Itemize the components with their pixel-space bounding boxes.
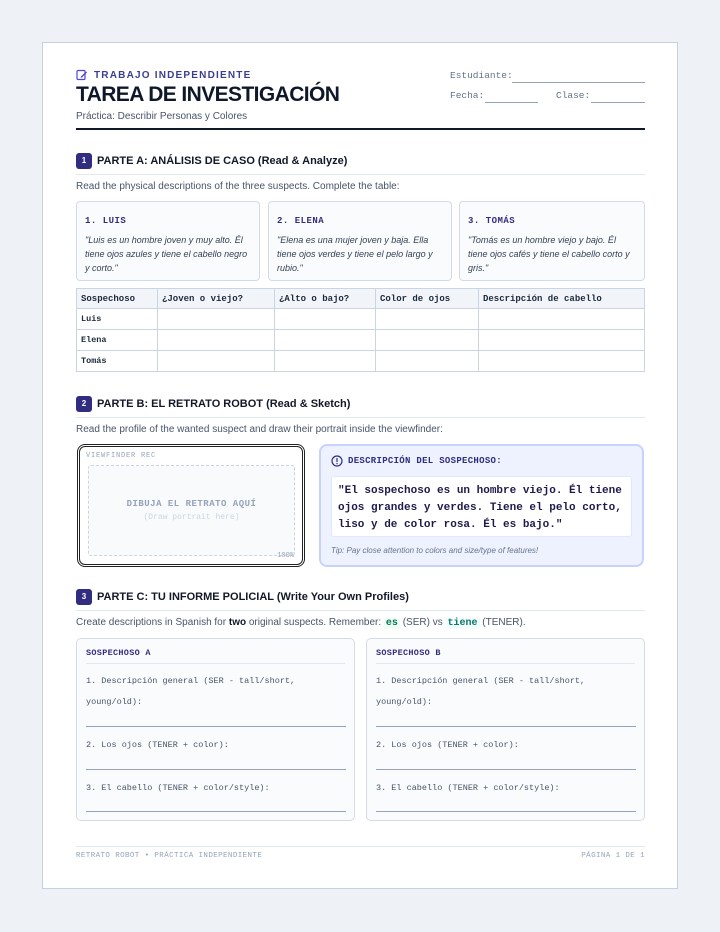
viewfinder-label: VIEWFINDER REC	[86, 452, 157, 460]
tip-text: Tip: Pay close attention to colors and size/type of features!	[331, 546, 539, 555]
table-header: Color de ojos	[376, 289, 479, 309]
row-suspect-name: Tomás	[77, 351, 158, 372]
answer-line[interactable]	[376, 811, 636, 812]
footer-left: RETRATO ROBOT • PRÁCTICA INDEPENDIENTE	[76, 852, 263, 860]
suspect-card-tomas	[459, 201, 645, 281]
section-title: PARTE B: EL RETRATO ROBOT (Read & Sketch)	[97, 397, 351, 410]
table-header: Descripción de cabello	[479, 289, 645, 309]
zoom-level: 100%	[277, 552, 294, 560]
table-row	[77, 309, 645, 330]
table-row	[77, 351, 645, 372]
answer-cell[interactable]	[479, 330, 645, 351]
part-a-instructions: Read the physical descriptions of the three suspects. Complete the table:	[76, 181, 400, 192]
question-general: 1. Descripción general (SER - tall/short, young/old):	[376, 676, 586, 707]
drawing-prompt: DIBUJA EL RETRATO AQUÍ	[126, 499, 257, 509]
suspect-description-panel	[319, 444, 644, 567]
table-header: Sospechoso	[77, 289, 158, 309]
answer-cell[interactable]	[275, 330, 376, 351]
class-field[interactable]	[591, 102, 645, 103]
table-header: ¿Alto o bajo?	[275, 289, 376, 309]
alert-icon	[331, 455, 343, 467]
question-eyes: 2. Los ojos (TENER + color):	[86, 740, 229, 750]
instr-text: (TENER).	[479, 617, 526, 628]
instr-text: original suspects. Remember:	[246, 617, 384, 628]
analysis-table	[76, 288, 645, 372]
question-hair: 3. El cabello (TENER + color/style):	[376, 783, 560, 793]
section-number: 3	[76, 589, 92, 605]
answer-cell[interactable]	[376, 351, 479, 372]
suspect-heading-text: DESCRIPCIÓN DEL SOSPECHOSO:	[348, 456, 502, 466]
part-a-heading	[76, 153, 645, 175]
answer-cell[interactable]	[376, 330, 479, 351]
question-general: 1. Descripción general (SER - tall/short, young/old):	[86, 676, 296, 707]
worksheet-page	[42, 42, 678, 889]
drawing-subprompt: (Draw portrait here)	[143, 513, 240, 522]
part-c-heading	[76, 589, 645, 611]
footer	[76, 846, 645, 860]
suspect-card-luis	[76, 201, 260, 281]
instr-bold: two	[228, 617, 247, 628]
part-b-heading	[76, 396, 645, 418]
suspect-description: "El sospechoso es un hombre viejo. Él tiene ojos grandes y verdes. Tiene el pelo corto, liso y de color rosa. Él es bajo."	[338, 485, 622, 531]
page-number: PÁGINA 1 DE 1	[581, 852, 645, 860]
answer-cell[interactable]	[158, 309, 275, 330]
section-number: 1	[76, 153, 92, 169]
section-title: PARTE A: ANÁLISIS DE CASO (Read & Analyze)	[97, 154, 348, 167]
table-row	[77, 330, 645, 351]
table-header-row	[77, 289, 645, 309]
answer-cell[interactable]	[376, 309, 479, 330]
es-keyword: es	[385, 618, 398, 629]
tiene-keyword: tiene	[447, 618, 478, 629]
part-b-instructions: Read the profile of the wanted suspect and draw their portrait inside the viewfinder:	[76, 424, 443, 435]
answer-line[interactable]	[86, 769, 346, 770]
instr-text: (SER) vs	[399, 617, 446, 628]
part-c-instructions	[76, 617, 526, 629]
edit-document-icon	[76, 69, 88, 81]
question-hair: 3. El cabello (TENER + color/style):	[86, 783, 270, 793]
card-description: "Luis es un hombre joven y muy alto. Él tiene ojos azules y tiene el cabello negro y corto."	[85, 235, 248, 273]
eyebrow	[76, 69, 251, 81]
card-name: 2. ELENA	[277, 216, 325, 226]
suspect-heading	[331, 455, 502, 467]
card-description: "Elena es una mujer joven y baja. Ella tiene ojos verdes y tiene el pelo largo y rubio."	[277, 235, 433, 273]
student-field[interactable]	[512, 82, 645, 83]
answer-cell[interactable]	[275, 309, 376, 330]
report-title: SOSPECHOSO A	[86, 648, 345, 664]
section-number: 2	[76, 396, 92, 412]
answer-cell[interactable]	[275, 351, 376, 372]
date-field[interactable]	[485, 102, 538, 103]
class-label: Clase:	[556, 90, 591, 101]
row-suspect-name: Luis	[77, 309, 158, 330]
viewfinder[interactable]	[77, 444, 305, 567]
section-title: PARTE C: TU INFORME POLICIAL (Write Your Own Profiles)	[97, 590, 409, 603]
answer-line[interactable]	[376, 726, 636, 727]
answer-line[interactable]	[86, 811, 346, 812]
answer-cell[interactable]	[158, 330, 275, 351]
card-name: 1. LUIS	[85, 216, 127, 226]
answer-cell[interactable]	[158, 351, 275, 372]
answer-line[interactable]	[86, 726, 346, 727]
report-suspect-a	[76, 638, 355, 821]
suspect-card-elena	[268, 201, 452, 281]
card-description: "Tomás es un hombre viejo y bajo. Él tiene ojos cafés y tiene el cabello corto y gris."	[468, 235, 630, 273]
instr-text: Create descriptions in Spanish for	[76, 617, 229, 628]
answer-cell[interactable]	[479, 351, 645, 372]
eyebrow-text: TRABAJO INDEPENDIENTE	[94, 69, 252, 81]
report-suspect-b	[366, 638, 645, 821]
drawing-area[interactable]	[88, 465, 295, 556]
page-subtitle: Práctica: Describir Personas y Colores	[76, 111, 248, 122]
table-header: ¿Joven o viejo?	[158, 289, 275, 309]
report-title: SOSPECHOSO B	[376, 648, 635, 664]
student-label: Estudiante:	[450, 70, 513, 81]
page-title: TAREA DE INVESTIGACIÓN	[76, 83, 340, 106]
row-suspect-name: Elena	[77, 330, 158, 351]
card-name: 3. TOMÁS	[468, 216, 516, 226]
suspect-description-box	[331, 476, 632, 537]
answer-line[interactable]	[376, 769, 636, 770]
date-label: Fecha:	[450, 90, 485, 101]
question-eyes: 2. Los ojos (TENER + color):	[376, 740, 519, 750]
answer-cell[interactable]	[479, 309, 645, 330]
